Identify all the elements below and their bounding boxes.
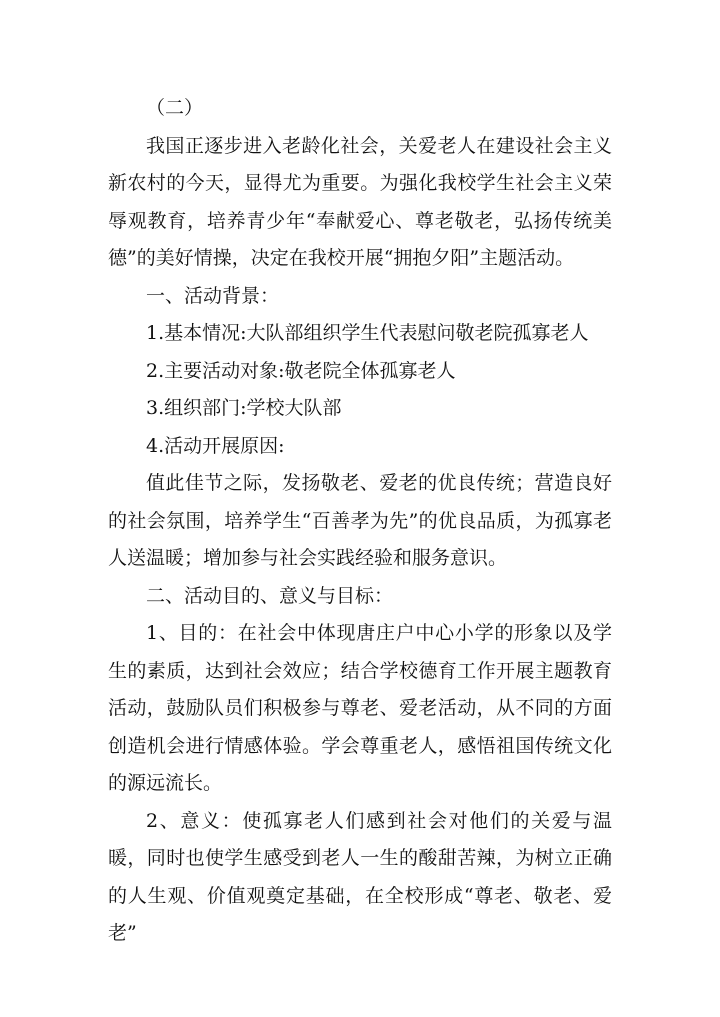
section-marker: （二）: [146, 97, 204, 119]
section1-item-target: 2.主要活动对象:敬老院全体孤寡老人: [146, 359, 456, 382]
section1-item-reason: 4.活动开展原因:: [146, 434, 285, 457]
meaning-paragraph: 2、意义：使孤寡老人们感到社会对他们的关爱与温暖，同时也使学生感受到老人一生的酸甜苦辣，为树立正确的人生观、价值观奠定基础，在全校形成“尊老、敬老、爱老”: [108, 809, 612, 944]
section1-item-basic-info: 1.基本情况:大队部组织学生代表慰问敬老院孤寡老人: [146, 322, 589, 344]
reason-paragraph: 值此佳节之际，发扬敬老、爱老的优良传统；营造良好的社会氛围，培养学生“百善孝为先”的优良品质，为孤寡老人送温暖；增加参与社会实践经验和服务意识。: [108, 472, 612, 569]
intro-paragraph: 我国正逐步进入老龄化社会，关爱老人在建设社会主义新农村的今天，显得尤为重要。为强化我校学生社会主义荣辱观教育，培养青少年“奉献爱心、尊老敬老，弘扬传统美德”的美好情操，决定在我校开展“拥抱夕阳”主题活动。: [108, 134, 612, 269]
section1-item-organizer: 3.组织部门:学校大队部: [146, 397, 342, 419]
document-body: [108, 90, 612, 953]
section2-heading: 二、活动目的、意义与目标：: [146, 584, 394, 607]
section1-heading: 一、活动背景：: [146, 284, 280, 307]
purpose-paragraph: 1、目的：在社会中体现唐庄户中心小学的形象以及学生的素质，达到社会效应；结合学校德育工作开展主题教育活动，鼓励队员们积极参与尊老、爱老活动，从不同的方面创造机会进行情感体验。学会尊重老人，感悟祖国传统文化的源远流长。: [108, 622, 612, 794]
